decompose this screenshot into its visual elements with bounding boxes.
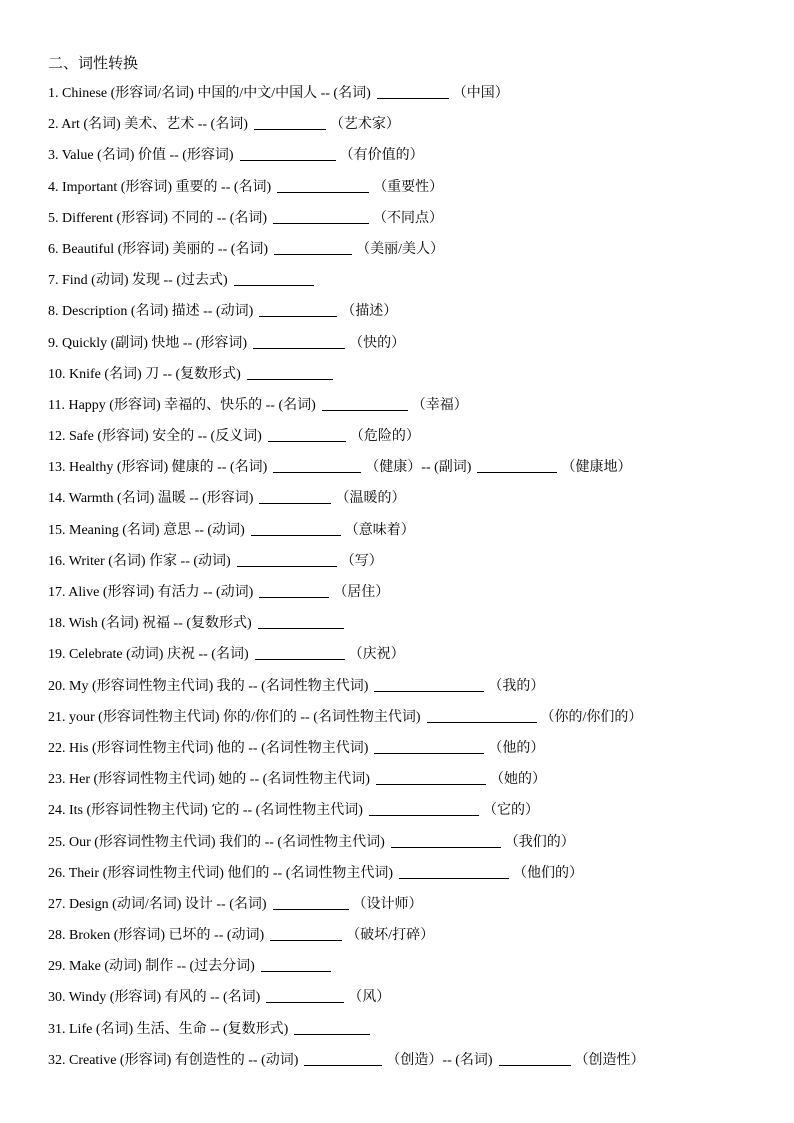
answer-blank[interactable] xyxy=(237,552,337,567)
exercise-item xyxy=(48,827,748,858)
exercise-text: 9. Quickly (副词) 快地 -- (形容词) xyxy=(48,335,248,351)
answer-blank[interactable] xyxy=(374,677,484,692)
answer-blank[interactable] xyxy=(251,521,341,536)
answer-blank[interactable] xyxy=(273,458,361,473)
exercise-text: 17. Alive (形容词) 有活力 -- (动词) xyxy=(48,585,254,600)
exercise-text: （美丽/美人） xyxy=(356,241,444,257)
exercise-item xyxy=(48,764,748,795)
exercise-text: 29. Make (动词) 制作 -- (过去分词) xyxy=(48,959,255,975)
exercise-item xyxy=(48,265,748,296)
exercise-item xyxy=(48,109,748,140)
exercise-text: （写） xyxy=(340,553,383,569)
section-title: 二、词性转换 xyxy=(48,56,139,72)
answer-blank[interactable] xyxy=(376,770,486,785)
exercise-text: （创造性） xyxy=(574,1052,645,1068)
exercise-text: （意味着） xyxy=(344,522,415,538)
exercise-text: 10. Knife (名词) 刀 -- (复数形式) xyxy=(48,366,241,382)
exercise-text: 12. Safe (形容词) 安全的 -- (反义词) xyxy=(48,429,262,445)
exercise-text: （我的） xyxy=(488,678,545,694)
exercise-text: 21. your (形容词性物主代词) 你的/你们的 -- (名词性物主代词) xyxy=(48,709,421,725)
exercise-item xyxy=(48,639,748,670)
answer-blank[interactable] xyxy=(322,396,408,411)
answer-blank[interactable] xyxy=(277,178,369,193)
answer-blank[interactable] xyxy=(377,84,449,99)
exercise-text: （幸福） xyxy=(411,397,468,413)
answer-blank[interactable] xyxy=(274,240,352,255)
answer-blank[interactable] xyxy=(268,427,346,442)
exercise-item xyxy=(48,234,748,265)
answer-blank[interactable] xyxy=(304,1051,382,1066)
exercise-text: （破坏/打碎） xyxy=(346,928,435,944)
exercise-text: 5. Different (形容词) 不同的 -- (名词) xyxy=(48,210,268,226)
exercise-item xyxy=(48,858,748,889)
exercise-item xyxy=(48,795,748,826)
exercise-text: （温暖的） xyxy=(335,491,406,507)
exercise-text: 20. My (形容词性物主代词) 我的 -- (名词性物主代词) xyxy=(48,678,369,694)
exercise-text: （不同点） xyxy=(373,210,444,226)
answer-blank[interactable] xyxy=(259,583,329,598)
exercise-text: 30. Windy (形容词) 有风的 -- (名词) xyxy=(48,990,261,1006)
exercise-text: （她的） xyxy=(489,772,546,788)
answer-blank[interactable] xyxy=(273,209,369,224)
worksheet xyxy=(48,50,748,1076)
exercise-item xyxy=(48,390,748,421)
exercise-item xyxy=(48,78,748,109)
answer-blank[interactable] xyxy=(266,988,344,1003)
answer-blank[interactable] xyxy=(259,489,331,504)
exercise-item xyxy=(48,483,748,514)
exercise-text: 32. Creative (形容词) 有创造性的 -- (动词) xyxy=(48,1052,299,1068)
answer-blank[interactable] xyxy=(255,645,345,660)
exercise-text: 27. Design (动词/名词) 设计 -- (名词) xyxy=(48,896,267,912)
exercise-item xyxy=(48,140,748,171)
answer-blank[interactable] xyxy=(399,864,509,879)
answer-blank[interactable] xyxy=(259,302,337,317)
answer-blank[interactable] xyxy=(270,926,342,941)
exercise-text: 22. His (形容词性物主代词) 他的 -- (名词性物主代词) xyxy=(48,740,369,756)
exercise-item xyxy=(48,982,748,1013)
exercise-text: 25. Our (形容词性物主代词) 我们的 -- (名词性物主代词) xyxy=(48,834,385,850)
exercise-item xyxy=(48,608,748,639)
exercise-text: 6. Beautiful (形容词) 美丽的 -- (名词) xyxy=(48,241,269,257)
exercise-text: （居住） xyxy=(333,585,390,600)
exercise-text: （描述） xyxy=(341,304,398,320)
exercise-text: 24. Its (形容词性物主代词) 它的 -- (名词性物主代词) xyxy=(48,803,363,819)
exercise-item xyxy=(48,296,748,327)
answer-blank[interactable] xyxy=(234,271,314,286)
exercise-text: （重要性） xyxy=(373,179,444,195)
exercise-text: 7. Find (动词) 发现 -- (过去式) xyxy=(48,273,228,289)
exercise-text: （他们的） xyxy=(513,865,584,881)
exercise-item xyxy=(48,515,748,546)
exercise-item xyxy=(48,733,748,764)
answer-blank[interactable] xyxy=(258,614,344,629)
exercise-text: 2. Art (名词) 美术、艺术 -- (名词) xyxy=(48,117,248,133)
exercise-item xyxy=(48,203,748,234)
answer-blank[interactable] xyxy=(247,365,333,380)
exercise-text: 26. Their (形容词性物主代词) 他们的 -- (名词性物主代词) xyxy=(48,865,394,881)
answer-blank[interactable] xyxy=(477,458,557,473)
answer-blank[interactable] xyxy=(273,895,349,910)
exercise-text: 11. Happy (形容词) 幸福的、快乐的 -- (名词) xyxy=(48,397,316,413)
answer-blank[interactable] xyxy=(254,115,326,130)
exercise-item xyxy=(48,328,748,359)
exercise-text: （有价值的） xyxy=(339,148,424,164)
exercise-text: 31. Life (名词) 生活、生命 -- (复数形式) xyxy=(48,1021,289,1037)
answer-blank[interactable] xyxy=(499,1051,571,1066)
exercise-list xyxy=(48,78,748,1076)
exercise-text: （我们的） xyxy=(504,834,575,850)
exercise-item xyxy=(48,359,748,390)
exercise-text: （危险的） xyxy=(349,429,420,445)
answer-blank[interactable] xyxy=(261,957,331,972)
exercise-item xyxy=(48,671,748,702)
exercise-item xyxy=(48,920,748,951)
exercise-text: 13. Healthy (形容词) 健康的 -- (名词) xyxy=(48,460,268,476)
exercise-item xyxy=(48,172,748,203)
exercise-text: （艺术家） xyxy=(329,117,400,133)
exercise-text: 18. Wish (名词) 祝福 -- (复数形式) xyxy=(48,616,252,632)
answer-blank[interactable] xyxy=(369,801,479,816)
answer-blank[interactable] xyxy=(253,334,345,349)
exercise-text: （中国） xyxy=(452,86,509,101)
exercise-item xyxy=(48,546,748,577)
answer-blank[interactable] xyxy=(294,1020,370,1035)
exercise-text: 23. Her (形容词性物主代词) 她的 -- (名词性物主代词) xyxy=(48,772,370,788)
exercise-text: 19. Celebrate (动词) 庆祝 -- (名词) xyxy=(48,647,249,663)
exercise-text: 3. Value (名词) 价值 -- (形容词) xyxy=(48,148,234,164)
exercise-item xyxy=(48,421,748,452)
exercise-text: （你的/你们的） xyxy=(540,709,643,725)
exercise-text: （健康）-- (副词) xyxy=(365,460,472,476)
exercise-text: （创造）-- (名词) xyxy=(386,1052,493,1068)
exercise-text: （风） xyxy=(348,990,391,1006)
exercise-text: 16. Writer (名词) 作家 -- (动词) xyxy=(48,553,231,569)
exercise-text: 1. Chinese (形容词/名词) 中国的/中文/中国人 -- (名词) xyxy=(48,86,371,101)
exercise-item xyxy=(48,577,748,608)
exercise-text: （庆祝） xyxy=(348,647,405,663)
exercise-item xyxy=(48,1045,748,1076)
answer-blank[interactable] xyxy=(391,833,501,848)
exercise-item xyxy=(48,889,748,920)
exercise-text: （健康地） xyxy=(561,460,632,476)
exercise-text: （它的） xyxy=(482,803,539,819)
exercise-item xyxy=(48,702,748,733)
exercise-text: 28. Broken (形容词) 已坏的 -- (动词) xyxy=(48,928,265,944)
exercise-item xyxy=(48,951,748,982)
exercise-item xyxy=(48,452,748,483)
answer-blank[interactable] xyxy=(374,739,484,754)
exercise-text: 8. Description (名词) 描述 -- (动词) xyxy=(48,304,254,320)
answer-blank[interactable] xyxy=(240,146,336,161)
exercise-text: （设计师） xyxy=(352,896,423,912)
exercise-text: 14. Warmth (名词) 温暖 -- (形容词) xyxy=(48,491,254,507)
answer-blank[interactable] xyxy=(427,708,537,723)
exercise-text: 15. Meaning (名词) 意思 -- (动词) xyxy=(48,522,245,538)
exercise-text: （快的） xyxy=(349,335,406,351)
exercise-text: （他的） xyxy=(488,740,545,756)
exercise-item xyxy=(48,1014,748,1045)
exercise-text: 4. Important (形容词) 重要的 -- (名词) xyxy=(48,179,272,195)
